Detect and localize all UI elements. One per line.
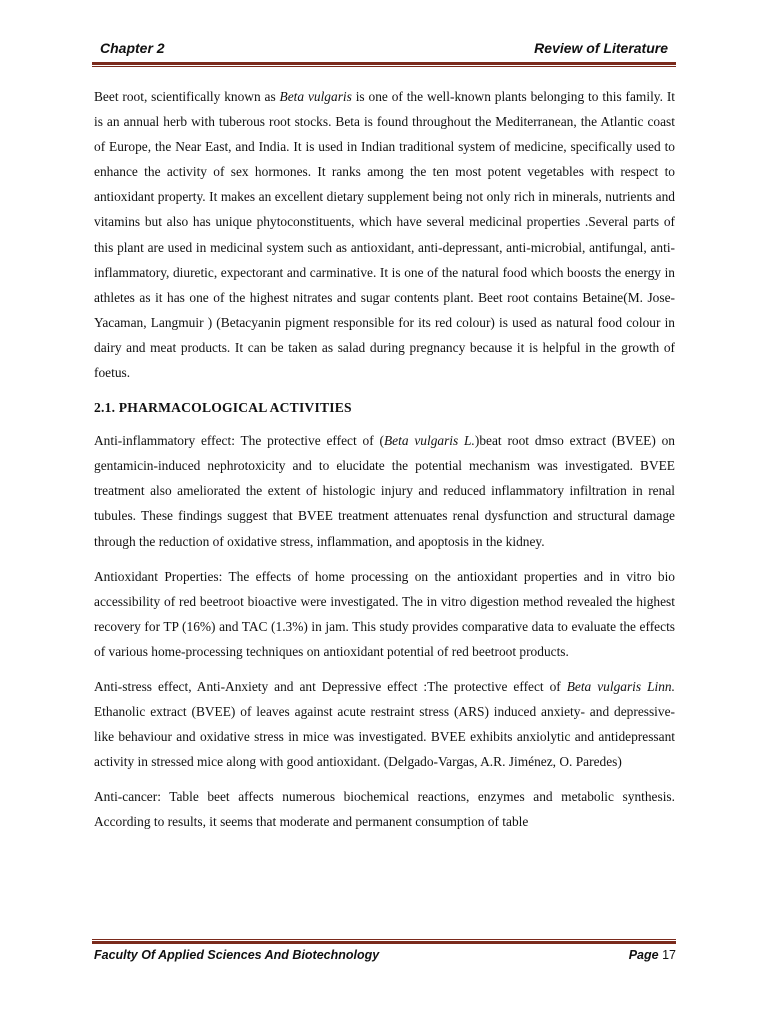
section-label: Review of Literature: [534, 40, 668, 56]
header-rule: [92, 62, 676, 65]
antioxidant-paragraph: Antioxidant Properties: The effects of home processing on the antioxidant properties and in vitro bio accessibility of red beetroot bioactive were investigated. The in vitro digestion method revealed the highest recovery for TP (16%) and TAC (1.3%) in jam. This study provides comparative data to evaluate the effects of various home-processing techniques on antioxidant potential of red beetroot products.: [94, 568, 675, 659]
chapter-label: Chapter 2: [100, 40, 165, 56]
footer-rule: [92, 941, 676, 944]
page-indicator: [629, 948, 676, 962]
page-header: [92, 40, 676, 59]
institution-name: Faculty Of Applied Sciences And Biotechnology: [94, 948, 380, 962]
anti-stress-paragraph: Anti-stress effect, Anti-Anxiety and ant Depressive effect :The protective effect of Beta vulgaris Linn. Ethanolic extract (BVEE) of leaves against acute restraint stress (ARS) induced anxiety- and depressive-like behaviour and oxidative stress in mice was investigated. BVEE exhibits anxiolytic and antidepressant activity in stressed mice along with good antioxidant. (Delgado-Vargas, A.R. Jiménez, O. Paredes): [94, 678, 675, 770]
anti-inflammatory-paragraph: Anti-inflammatory effect: The protective effect of (Beta vulgaris L.)beat root dmso extract (BVEE) on gentamicin-induced nephrotoxicity and to elucidate the potential mechanism was investigated. BVEE treatment also ameliorated the extent of histologic injury and reduced inflammatory infiltration in renal tubules. These findings suggest that BVEE treatment attenuates renal dysfunction and structural damage through the reduction of oxidative stress, inflammation, and apoptosis in the kidney.: [94, 433, 676, 549]
anti-cancer-paragraph: Anti-cancer: Table beet affects numerous biochemical reactions, enzymes and metabolic synthesis. According to results, it seems that moderate and permanent consumption of table: [94, 789, 675, 830]
page-footer: [94, 948, 676, 962]
section-heading: 2.1. PHARMACOLOGICAL ACTIVITIES: [94, 400, 352, 416]
page-body: [94, 84, 675, 845]
intro-paragraph: Beet root, scientifically known as Beta vulgaris is one of the well-known plants belonging to this family. It is an annual herb with tuberous root stocks. Beta is found throughout the Mediterranean, the Atlantic coast of Europe, the Near East, and India. It is used in Indian traditional system of medicine, specifically used to enhance the activity of sex hormones. It ranks among the ten most potent vegetables with respect to antioxidant property. It makes an excellent dietary supplement being not only rich in minerals, nutrients and vitamins but also has unique phytoconstituents, which have several medicinal properties .Several parts of this plant are used in medicinal system such as antioxidant, anti-depressant, anti-microbial, antifungal, anti-inflammatory, diuretic, expectorant and carminative. It is one of the natural food which boosts the energy in athletes as it has one of the highest nitrates and sugar contents plant. Beet root contains Betaine(M. Jose-Yacaman, Langmuir ) (Betacyanin pigment responsible for its red colour) is used as natural food colour in dairy and meat products. It can be taken as salad during pregnancy because it is helpful in the growth of foetus.: [94, 89, 675, 381]
page-number: 17: [662, 948, 676, 962]
page-label: Page: [628, 948, 659, 962]
